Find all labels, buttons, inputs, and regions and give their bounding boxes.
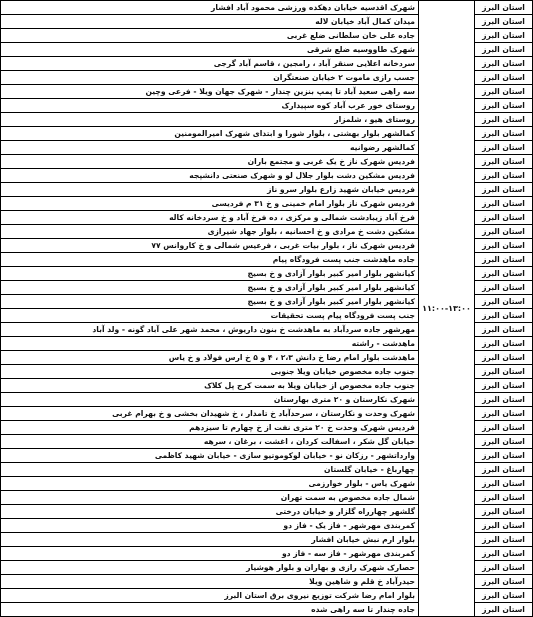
province-cell: استان البرز xyxy=(475,449,533,463)
province-cell: استان البرز xyxy=(475,183,533,197)
area-cell: ماهدشت - راشته xyxy=(1,337,419,351)
province-cell: استان البرز xyxy=(475,365,533,379)
province-cell: استان البرز xyxy=(475,267,533,281)
province-cell: استان البرز xyxy=(475,533,533,547)
area-cell: کیانشهر بلوار امیر کبیر بلوار آزادی و خ بسیج xyxy=(1,281,419,295)
area-cell: بلوار امام رضا شرکت توزیع نیروی برق استان البرز xyxy=(1,589,419,603)
province-cell: استان البرز xyxy=(475,589,533,603)
area-cell: مهرشهر جاده سردآباد به ماهدشت خ بنون داریوش ، محمد شهر علی آباد گونه - ولد آباد xyxy=(1,323,419,337)
province-cell: استان البرز xyxy=(475,43,533,57)
province-cell: استان البرز xyxy=(475,393,533,407)
province-cell: استان البرز xyxy=(475,71,533,85)
province-cell: استان البرز xyxy=(475,603,533,617)
province-cell: استان البرز xyxy=(475,85,533,99)
outage-table-body xyxy=(1,1,533,617)
province-cell: استان البرز xyxy=(475,127,533,141)
area-cell: جنوب جاده مخصوص خیابان ویلا جنوبی xyxy=(1,365,419,379)
province-cell: استان البرز xyxy=(475,435,533,449)
province-cell: استان البرز xyxy=(475,337,533,351)
area-cell: مشکین دشت خ مرادی و خ احسانیه ، بلوار جهاد شیرازی xyxy=(1,225,419,239)
area-cell: جاده علی خان سلطانی ضلع غربی xyxy=(1,29,419,43)
area-cell: کمربندی مهرشهر - فاز سه - فاز دو xyxy=(1,547,419,561)
table-row xyxy=(1,1,533,15)
area-cell: چهارباغ - خیابان گلستان xyxy=(1,463,419,477)
province-cell: استان البرز xyxy=(475,379,533,393)
province-cell: استان البرز xyxy=(475,463,533,477)
area-cell: فردیس شهرک ناز بلوار امام خمینی و خ ۳۱ م فردیسی xyxy=(1,197,419,211)
area-cell: فردیس شهرک وحدت خ ۲۰ متری نفت از خ چهارم تا سیزدهم xyxy=(1,421,419,435)
province-cell: استان البرز xyxy=(475,225,533,239)
area-cell: فردیس شهرک ناز ، بلوار بیات غربی ، فرعیس شمالی و خ کاروانس ۷۷ xyxy=(1,239,419,253)
area-cell: ماهدشت بلوار امام رضا خ دانش ۲،۳ ، ۴ و ۵ خ ارس فولاد و خ یاس xyxy=(1,351,419,365)
area-cell: فردیس مشکین دشت بلوار جلال لو و شهرک صنعتی دانشپجه xyxy=(1,169,419,183)
province-cell: استان البرز xyxy=(475,113,533,127)
area-cell: خیابان گل شکر ، اسفالت کردان ، اغشت ، برغان ، سرهه xyxy=(1,435,419,449)
province-cell: استان البرز xyxy=(475,29,533,43)
province-cell: استان البرز xyxy=(475,295,533,309)
province-cell: استان البرز xyxy=(475,351,533,365)
province-cell: استان البرز xyxy=(475,141,533,155)
area-cell: کیانشهر بلوار امیر کبیر بلوار آزادی و خ بسیج xyxy=(1,295,419,309)
province-cell: استان البرز xyxy=(475,505,533,519)
area-cell: وارداتشهر - رزکان نو - خیابان لوکوموتیو سازی - خیابان شهید کاظمی xyxy=(1,449,419,463)
province-cell: استان البرز xyxy=(475,519,533,533)
area-cell: فردیس شهرک ناز خ یک غربی و مجتمع باران xyxy=(1,155,419,169)
area-cell: حصارک شهرک رازی و بهاران و بلوار هوشیار xyxy=(1,561,419,575)
province-cell: استان البرز xyxy=(475,169,533,183)
province-cell: استان البرز xyxy=(475,15,533,29)
province-cell: استان البرز xyxy=(475,211,533,225)
area-cell: فردیس خیابان شهید زارع بلوار سرو ناز xyxy=(1,183,419,197)
province-cell: استان البرز xyxy=(475,155,533,169)
area-cell: فرخ آباد زیبادشت شمالی و مرکزی ، ده فرخ آباد و خ سردخانه کاله xyxy=(1,211,419,225)
province-cell: استان البرز xyxy=(475,253,533,267)
province-cell: استان البرز xyxy=(475,1,533,15)
province-cell: استان البرز xyxy=(475,57,533,71)
area-cell: سردخانه اعلایی سنقر آباد ، رامجین ، قاسم آباد گرجی xyxy=(1,57,419,71)
area-cell: کمالشهر بلوار بهشتی ، بلوار شورا و ابتدای شهرک امیرالمومنین xyxy=(1,127,419,141)
area-cell: جاده ماهدشت جنب پست فرودگاه پیام xyxy=(1,253,419,267)
area-cell: کیانشهر بلوار امیر کبیر بلوار آزادی و خ بسیج xyxy=(1,267,419,281)
area-cell: روستای خور عرب آباد کوه سپیدارک xyxy=(1,99,419,113)
area-cell: کمربندی مهرشهر - فاز یک - فاز دو xyxy=(1,519,419,533)
area-cell: شهرک یاس - بلوار خوارزمی xyxy=(1,477,419,491)
area-cell: جنب پست فرودگاه پیام پست تحقیقات xyxy=(1,309,419,323)
area-cell: گلشهر چهارراه گلزار و خیابان درختی xyxy=(1,505,419,519)
area-cell: بلوار ارم نبش خیابان افشار xyxy=(1,533,419,547)
time-window-cell: ۱۱:۰۰-۱۳:۰۰ xyxy=(419,1,475,617)
area-cell: روستای هیو ، شلمزار xyxy=(1,113,419,127)
area-cell: کمالشهر رضوانیه xyxy=(1,141,419,155)
province-cell: استان البرز xyxy=(475,99,533,113)
province-cell: استان البرز xyxy=(475,421,533,435)
area-cell: شمال جاده مخصوص به سمت تهران xyxy=(1,491,419,505)
area-cell: سه راهی سعید آباد تا پمپ بنزین چندار - شهرک جهان ویلا - فرعی وچین xyxy=(1,85,419,99)
area-cell: جنوب جاده مخصوص از خیابان ویلا به سمت کرج پل کلاک xyxy=(1,379,419,393)
area-cell: شهرک نکارستان و ۲۰ متری بهارستان xyxy=(1,393,419,407)
area-cell: حیدرآباد خ قلم و شاهین ویلا xyxy=(1,575,419,589)
province-cell: استان البرز xyxy=(475,281,533,295)
area-cell: شهرک طاووسیه ضلع شرقی xyxy=(1,43,419,57)
province-cell: استان البرز xyxy=(475,561,533,575)
province-cell: استان البرز xyxy=(475,239,533,253)
province-cell: استان البرز xyxy=(475,477,533,491)
area-cell: شهرک وحدت و نکارستان ، سرحدآباد خ تامدار ، خ شهیدان بخشی و خ بهرام غربی xyxy=(1,407,419,421)
province-cell: استان البرز xyxy=(475,547,533,561)
province-cell: استان البرز xyxy=(475,309,533,323)
area-cell: جاده چندار تا سه راهی شده xyxy=(1,603,419,617)
province-cell: استان البرز xyxy=(475,323,533,337)
area-cell: میدان کمال آباد خیابان لاله xyxy=(1,15,419,29)
province-cell: استان البرز xyxy=(475,491,533,505)
area-cell: جسب رازی ماموت ۲ خیابان صنعتگران xyxy=(1,71,419,85)
province-cell: استان البرز xyxy=(475,197,533,211)
province-cell: استان البرز xyxy=(475,575,533,589)
province-cell: استان البرز xyxy=(475,407,533,421)
area-cell: شهرک اقدسیه خیابان دهکده ورزشی محمود آباد افشار xyxy=(1,1,419,15)
